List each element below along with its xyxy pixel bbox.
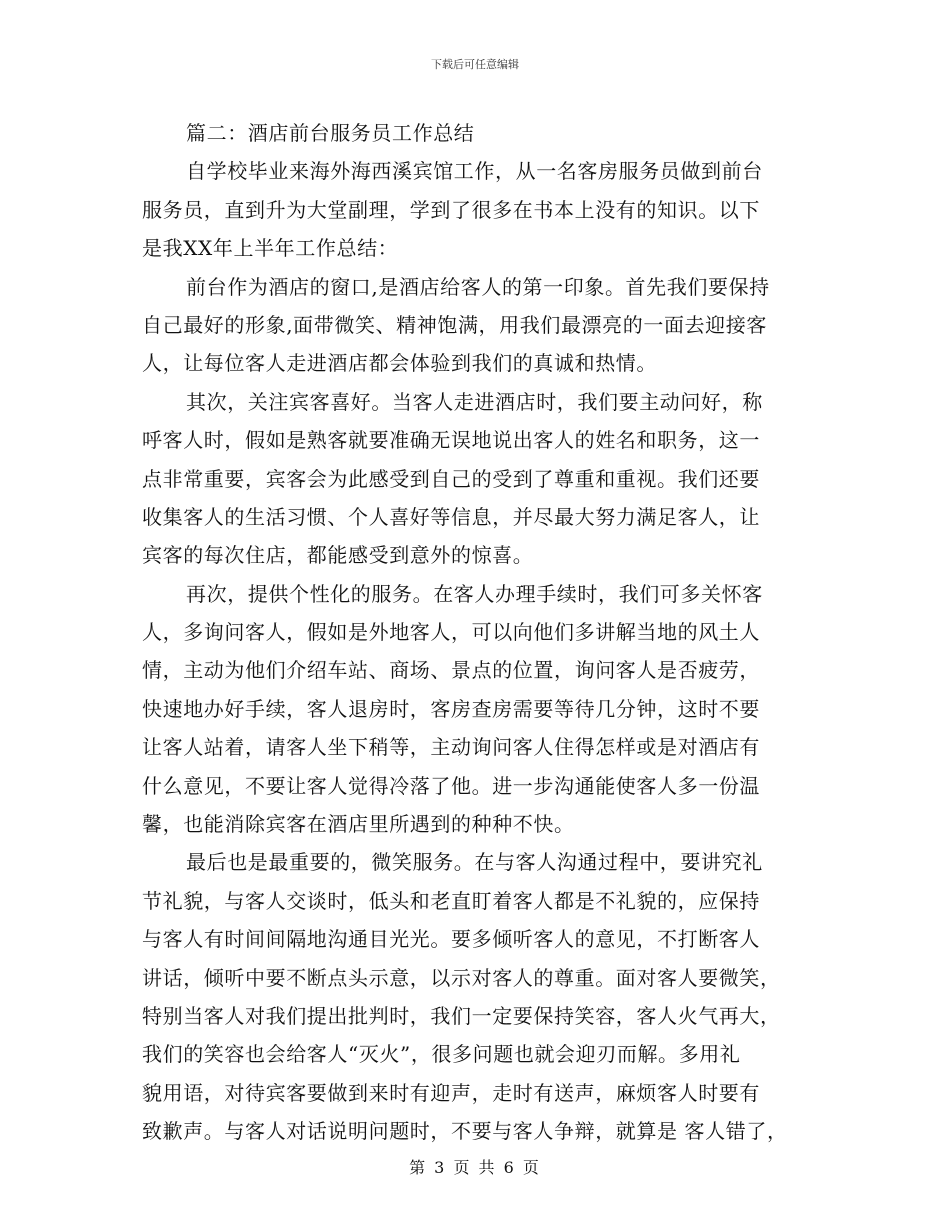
paragraph-line: 自学校毕业来海外海西溪宾馆工作，从一名客房服务员做到前台	[186, 159, 763, 184]
paragraph-line: 快速地办好手续，客人退房时，客房查房需要等待几分钟，这时不要	[142, 696, 760, 721]
paragraph-line: 收集客人的生活习惯、个人喜好等信息，并尽最大努力满足客人，让	[142, 504, 760, 529]
paragraph-line: 自己最好的形象,面带微笑、精神饱满，用我们最漂亮的一面去迎接客	[142, 312, 767, 337]
paragraph-line: 是我XX年上半年工作总结：	[142, 236, 399, 261]
paragraph-line: 其次，关注宾客喜好。当客人走进酒店时，我们要主动问好，称	[186, 389, 763, 414]
paragraph-line: 讲话，倾听中要不断点头示意，以示对客人的尊重。面对客人要微笑，	[142, 965, 781, 990]
paragraph-line: 人，多询问客人，假如是外地客人，可以向他们多讲解当地的风土人	[142, 620, 760, 645]
paragraph-line: 前台作为酒店的窗口,是酒店给客人的第一印象。首先我们要保持	[186, 274, 770, 299]
document-body	[142, 114, 808, 1151]
paragraph-line: 什么意见，不要让客人觉得冷落了他。进一步沟通能使客人多一份温	[142, 773, 760, 798]
paragraph-line: 节礼貌，与客人交谈时，低头和老直盯着客人都是不礼貌的，应保持	[142, 888, 760, 913]
paragraph-line: 让客人站着，请客人坐下稍等，主动询问客人住得怎样或是对酒店有	[142, 735, 760, 760]
page-number: 第 3 页 共 6 页	[409, 1158, 541, 1177]
paragraph-line: 呼客人时，假如是熟客就要准确无误地说出客人的姓名和职务，这一	[142, 428, 760, 453]
paragraph-line: 点非常重要，宾客会为此感受到自己的受到了尊重和重视。我们还要	[142, 466, 760, 491]
paragraph-line: 馨，也能消除宾客在酒店里所遇到的种种不快。	[142, 812, 575, 837]
page-header-note: 下载后可任意编辑	[431, 58, 519, 71]
section-title: 篇二：酒店前台服务员工作总结	[186, 121, 475, 145]
paragraph-line: 特别当客人对我们提出批判时，我们一定要保持笑容，客人火气再大，	[142, 1003, 781, 1028]
paragraph-line: 宾客的每次住店，都能感受到意外的惊喜。	[142, 543, 534, 568]
paragraph-line: 最后也是最重要的，微笑服务。在与客人沟通过程中，要讲究礼	[186, 850, 763, 875]
paragraph-line: 情，主动为他们介绍车站、商场、景点的位置，询问客人是否疲劳，	[142, 658, 760, 683]
paragraph-line: 致歉声。与客人对话说明问题时，不要与客人争辩，就算是 客人错了，	[142, 1119, 788, 1144]
paragraph-line: 人，让每位客人走进酒店都会体验到我们的真诚和热情。	[142, 351, 657, 376]
paragraph-line: 我们的笑容也会给客人“灭火”，很多问题也就会迎刃而解。多用礼	[142, 1042, 741, 1067]
paragraph-line: 貌用语，对待宾客要做到来时有迎声，走时有送声，麻烦客人时要有	[142, 1080, 760, 1105]
paragraph-line: 再次，提供个性化的服务。在客人办理手续时，我们可多关怀客	[186, 581, 763, 606]
paragraph-line: 与客人有时间间隔地沟通目光光。要多倾听客人的意见，不打断客人	[142, 927, 760, 952]
paragraph-line: 服务员，直到升为大堂副理，学到了很多在书本上没有的知识。以下	[142, 197, 760, 222]
